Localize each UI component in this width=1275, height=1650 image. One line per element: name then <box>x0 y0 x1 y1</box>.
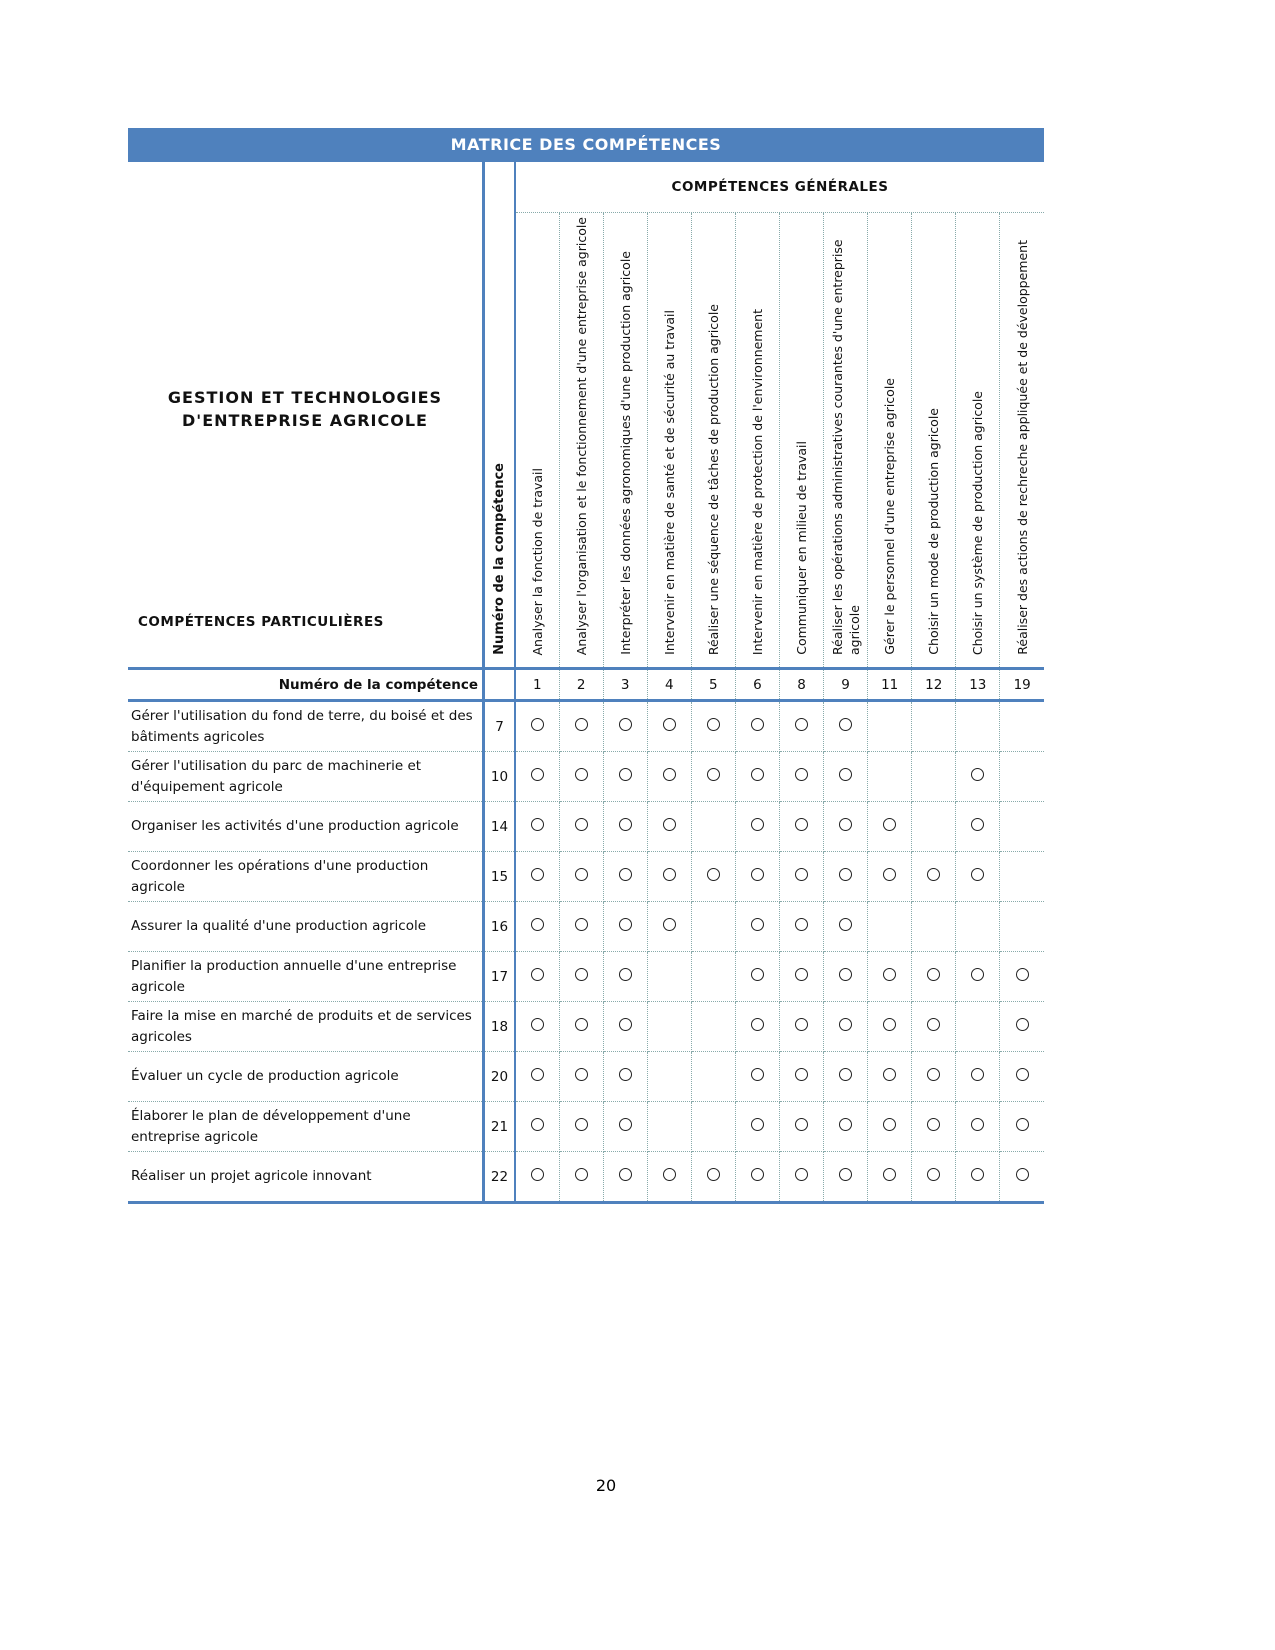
circle-mark-icon <box>927 1018 940 1031</box>
general-competency-number: 9 <box>824 669 868 701</box>
general-competency-number: 4 <box>647 669 691 701</box>
circle-mark-icon <box>1016 1018 1029 1031</box>
matrix-cell <box>691 1002 735 1052</box>
matrix-cell <box>515 802 559 852</box>
circle-mark-icon <box>795 918 808 931</box>
table-row <box>128 902 1044 952</box>
general-competency-header <box>603 213 647 669</box>
circle-mark-icon <box>795 768 808 781</box>
circle-mark-icon <box>619 718 632 731</box>
matrix-cell <box>647 701 691 752</box>
general-competency-header <box>912 213 956 669</box>
matrix-cell <box>824 701 868 752</box>
circle-mark-icon <box>751 1168 764 1181</box>
matrix-cell <box>603 752 647 802</box>
circle-mark-icon <box>971 1118 984 1131</box>
circle-mark-icon <box>619 1118 632 1131</box>
matrix-cell <box>603 802 647 852</box>
general-competency-number: 11 <box>868 669 912 701</box>
matrix-cell <box>691 852 735 902</box>
circle-mark-icon <box>575 1168 588 1181</box>
circle-mark-icon <box>751 718 764 731</box>
circle-mark-icon <box>575 818 588 831</box>
matrix-cell <box>1000 701 1044 752</box>
circle-mark-icon <box>795 968 808 981</box>
circle-mark-icon <box>575 768 588 781</box>
general-competency-number: 2 <box>559 669 603 701</box>
matrix-cell <box>779 852 823 902</box>
circle-mark-icon <box>971 768 984 781</box>
circle-mark-icon <box>795 1068 808 1081</box>
matrix-cell <box>779 802 823 852</box>
matrix-cell <box>691 1152 735 1203</box>
circle-mark-icon <box>575 1018 588 1031</box>
circle-mark-icon <box>883 868 896 881</box>
general-competency-label: Réaliser une séquence de tâches de production agricole <box>705 303 721 655</box>
number-row-empty <box>484 669 516 701</box>
circle-mark-icon <box>663 1168 676 1181</box>
matrix-cell <box>735 752 779 802</box>
matrix-cell <box>868 1152 912 1203</box>
circle-mark-icon <box>531 768 544 781</box>
circle-mark-icon <box>883 1118 896 1131</box>
table-row <box>128 852 1044 902</box>
specific-competency-number: 14 <box>484 802 516 852</box>
circle-mark-icon <box>1016 1068 1029 1081</box>
circle-mark-icon <box>971 818 984 831</box>
general-competency-label: Intervenir en matière de protection de l'environnement <box>749 308 765 655</box>
specific-competency-label: Planifier la production annuelle d'une entreprise agricole <box>128 952 484 1002</box>
circle-mark-icon <box>531 1168 544 1181</box>
circle-mark-icon <box>619 1018 632 1031</box>
general-competency-label: Choisir un système de production agricole <box>970 390 986 655</box>
general-competency-header <box>868 213 912 669</box>
circle-mark-icon <box>927 1118 940 1131</box>
matrix-cell <box>824 802 868 852</box>
circle-mark-icon <box>839 768 852 781</box>
matrix-cell <box>603 902 647 952</box>
circle-mark-icon <box>795 1018 808 1031</box>
table-row <box>128 1152 1044 1203</box>
matrix-cell <box>912 701 956 752</box>
circle-mark-icon <box>619 1068 632 1081</box>
matrix-cell <box>691 952 735 1002</box>
matrix-cell <box>1000 952 1044 1002</box>
circle-mark-icon <box>1016 968 1029 981</box>
general-competency-number: 8 <box>779 669 823 701</box>
general-competency-label: Analyser la fonction de travail <box>529 467 545 655</box>
circle-mark-icon <box>839 868 852 881</box>
circle-mark-icon <box>751 918 764 931</box>
matrix-cell <box>956 802 1000 852</box>
matrix-cell <box>735 952 779 1002</box>
competency-matrix <box>128 128 1044 1204</box>
circle-mark-icon <box>839 1168 852 1181</box>
matrix-cell <box>735 902 779 952</box>
matrix-title: MATRICE DES COMPÉTENCES <box>128 128 1044 162</box>
matrix-cell <box>912 952 956 1002</box>
matrix-cell <box>735 1152 779 1203</box>
general-competencies-heading: COMPÉTENCES GÉNÉRALES <box>515 162 1044 213</box>
circle-mark-icon <box>751 768 764 781</box>
specific-competency-number: 15 <box>484 852 516 902</box>
matrix-cell <box>735 802 779 852</box>
specific-competency-number: 20 <box>484 1052 516 1102</box>
matrix-cell <box>956 1152 1000 1203</box>
general-competency-header <box>956 213 1000 669</box>
matrix-cell <box>824 852 868 902</box>
matrix-cell <box>647 902 691 952</box>
specific-competency-label: Élaborer le plan de développement d'une entreprise agricole <box>128 1102 484 1152</box>
table-row <box>128 1052 1044 1102</box>
matrix-cell <box>515 1052 559 1102</box>
general-competency-header <box>824 213 868 669</box>
circle-mark-icon <box>619 918 632 931</box>
table-row <box>128 701 1044 752</box>
specific-competency-number: 7 <box>484 701 516 752</box>
matrix-cell <box>515 952 559 1002</box>
specific-competency-label: Évaluer un cycle de production agricole <box>128 1052 484 1102</box>
general-competency-label: Analyser l'organisation et le fonctionnement d'une entreprise agricole <box>573 216 589 655</box>
matrix-cell <box>515 1152 559 1203</box>
circle-mark-icon <box>839 818 852 831</box>
general-competency-header <box>779 213 823 669</box>
general-competency-number: 3 <box>603 669 647 701</box>
matrix-cell <box>559 1052 603 1102</box>
general-competency-label: Réaliser les opérations administratives courantes d'une entreprise agricole <box>829 239 862 655</box>
circle-mark-icon <box>883 818 896 831</box>
general-competency-header <box>735 213 779 669</box>
circle-mark-icon <box>707 868 720 881</box>
circle-mark-icon <box>1016 1168 1029 1181</box>
circle-mark-icon <box>531 1068 544 1081</box>
matrix-cell <box>559 701 603 752</box>
matrix-cell <box>735 1102 779 1152</box>
matrix-cell <box>559 952 603 1002</box>
circle-mark-icon <box>795 718 808 731</box>
matrix-cell <box>824 952 868 1002</box>
matrix-cell <box>912 1002 956 1052</box>
matrix-cell <box>1000 902 1044 952</box>
matrix-cell <box>868 1002 912 1052</box>
matrix-cell <box>824 1102 868 1152</box>
matrix-cell <box>691 752 735 802</box>
general-competency-header <box>515 213 559 669</box>
general-competency-number: 12 <box>912 669 956 701</box>
matrix-cell <box>647 1052 691 1102</box>
circle-mark-icon <box>531 718 544 731</box>
specific-competency-number: 21 <box>484 1102 516 1152</box>
matrix-cell <box>779 1102 823 1152</box>
matrix-cell <box>912 902 956 952</box>
program-title <box>128 386 482 432</box>
circle-mark-icon <box>663 718 676 731</box>
circle-mark-icon <box>531 1018 544 1031</box>
circle-mark-icon <box>839 718 852 731</box>
general-competency-label: Interpréter les données agronomiques d'une production agricole <box>617 251 633 655</box>
matrix-cell <box>559 1002 603 1052</box>
circle-mark-icon <box>575 1118 588 1131</box>
matrix-cell <box>515 701 559 752</box>
matrix-cell <box>1000 1152 1044 1203</box>
matrix-cell <box>956 752 1000 802</box>
matrix-cell <box>735 1002 779 1052</box>
matrix-cell <box>1000 1052 1044 1102</box>
general-competency-label: Intervenir en matière de santé et de sécurité au travail <box>661 310 677 655</box>
circle-mark-icon <box>663 768 676 781</box>
matrix-cell <box>956 701 1000 752</box>
number-row-label: Numéro de la compétence <box>128 669 484 701</box>
matrix-cell <box>515 752 559 802</box>
matrix-cell <box>779 701 823 752</box>
matrix-cell <box>603 701 647 752</box>
matrix-cell <box>603 852 647 902</box>
matrix-cell <box>779 1052 823 1102</box>
matrix-cell <box>691 1102 735 1152</box>
circle-mark-icon <box>971 968 984 981</box>
specific-competency-label: Coordonner les opérations d'une production agricole <box>128 852 484 902</box>
specific-competency-label: Faire la mise en marché de produits et de services agricoles <box>128 1002 484 1052</box>
matrix-cell <box>912 1052 956 1102</box>
circle-mark-icon <box>795 1118 808 1131</box>
general-competency-label: Gérer le personnel d'une entreprise agricole <box>882 378 898 655</box>
matrix-cell <box>956 1102 1000 1152</box>
circle-mark-icon <box>531 918 544 931</box>
general-competency-label: Réaliser des actions de rechreche appliquée et de développement <box>1014 240 1030 655</box>
specific-competency-label: Assurer la qualité d'une production agricole <box>128 902 484 952</box>
matrix-cell <box>1000 1102 1044 1152</box>
matrix-cell <box>647 802 691 852</box>
matrix-cell <box>735 701 779 752</box>
circle-mark-icon <box>619 1168 632 1181</box>
matrix-cell <box>956 1052 1000 1102</box>
specific-competency-label: Organiser les activités d'une production agricole <box>128 802 484 852</box>
matrix-cell <box>647 952 691 1002</box>
matrix-cell <box>912 1152 956 1203</box>
matrix-cell <box>824 1052 868 1102</box>
general-competency-number: 13 <box>956 669 1000 701</box>
specific-competency-label: Réaliser un projet agricole innovant <box>128 1152 484 1203</box>
matrix-cell <box>603 1102 647 1152</box>
circle-mark-icon <box>883 968 896 981</box>
circle-mark-icon <box>883 1068 896 1081</box>
matrix-cell <box>603 1052 647 1102</box>
circle-mark-icon <box>839 1018 852 1031</box>
matrix-cell <box>647 752 691 802</box>
number-column-label: Numéro de la compétence <box>492 463 507 655</box>
matrix-cell <box>912 1102 956 1152</box>
general-competency-label: Communiquer en milieu de travail <box>794 441 809 655</box>
circle-mark-icon <box>575 1068 588 1081</box>
matrix-cell <box>603 1152 647 1203</box>
matrix-cell <box>779 902 823 952</box>
circle-mark-icon <box>575 968 588 981</box>
circle-mark-icon <box>839 968 852 981</box>
matrix-cell <box>1000 852 1044 902</box>
circle-mark-icon <box>927 1068 940 1081</box>
table-row <box>128 952 1044 1002</box>
general-competency-number: 6 <box>735 669 779 701</box>
circle-mark-icon <box>619 868 632 881</box>
matrix-cell <box>868 902 912 952</box>
general-competency-number: 19 <box>1000 669 1044 701</box>
circle-mark-icon <box>1016 1118 1029 1131</box>
matrix-cell <box>515 902 559 952</box>
circle-mark-icon <box>751 818 764 831</box>
matrix-cell <box>559 752 603 802</box>
circle-mark-icon <box>839 1118 852 1131</box>
matrix-cell <box>779 952 823 1002</box>
table-row <box>128 802 1044 852</box>
matrix-cell <box>779 1002 823 1052</box>
table-row <box>128 1002 1044 1052</box>
circle-mark-icon <box>795 868 808 881</box>
circle-mark-icon <box>575 868 588 881</box>
matrix-cell <box>647 1002 691 1052</box>
circle-mark-icon <box>619 818 632 831</box>
matrix-cell <box>559 1152 603 1203</box>
matrix-cell <box>691 1052 735 1102</box>
circle-mark-icon <box>707 718 720 731</box>
circle-mark-icon <box>575 918 588 931</box>
general-competency-header <box>1000 213 1044 669</box>
matrix-cell <box>824 1152 868 1203</box>
matrix-table <box>128 162 1044 1204</box>
circle-mark-icon <box>751 868 764 881</box>
matrix-cell <box>515 852 559 902</box>
matrix-cell <box>603 1002 647 1052</box>
program-title-line1: GESTION ET TECHNOLOGIES <box>167 388 443 407</box>
matrix-cell <box>647 1102 691 1152</box>
matrix-cell <box>824 902 868 952</box>
general-competency-header <box>647 213 691 669</box>
circle-mark-icon <box>619 768 632 781</box>
matrix-cell <box>779 752 823 802</box>
matrix-cell <box>735 1052 779 1102</box>
program-title-line2: D'ENTREPRISE AGRICOLE <box>182 411 428 430</box>
circle-mark-icon <box>927 968 940 981</box>
specific-competency-number: 10 <box>484 752 516 802</box>
matrix-cell <box>868 701 912 752</box>
circle-mark-icon <box>531 1118 544 1131</box>
matrix-cell <box>868 752 912 802</box>
specific-competency-label: Gérer l'utilisation du parc de machinerie et d'équipement agricole <box>128 752 484 802</box>
matrix-cell <box>868 1052 912 1102</box>
matrix-cell <box>691 802 735 852</box>
matrix-cell <box>956 952 1000 1002</box>
circle-mark-icon <box>883 1018 896 1031</box>
circle-mark-icon <box>971 1068 984 1081</box>
matrix-cell <box>868 952 912 1002</box>
general-competency-header <box>691 213 735 669</box>
specific-competency-number: 22 <box>484 1152 516 1203</box>
matrix-cell <box>735 852 779 902</box>
program-cell <box>128 162 484 669</box>
matrix-cell <box>868 802 912 852</box>
matrix-cell <box>912 802 956 852</box>
circle-mark-icon <box>575 718 588 731</box>
circle-mark-icon <box>619 968 632 981</box>
specific-competency-number: 17 <box>484 952 516 1002</box>
circle-mark-icon <box>663 918 676 931</box>
circle-mark-icon <box>839 1068 852 1081</box>
circle-mark-icon <box>751 1118 764 1131</box>
matrix-cell <box>691 902 735 952</box>
matrix-cell <box>515 1002 559 1052</box>
matrix-cell <box>647 852 691 902</box>
general-competency-number: 5 <box>691 669 735 701</box>
circle-mark-icon <box>751 968 764 981</box>
matrix-cell <box>824 1002 868 1052</box>
general-competency-number: 1 <box>515 669 559 701</box>
circle-mark-icon <box>839 918 852 931</box>
matrix-cell <box>1000 1002 1044 1052</box>
circle-mark-icon <box>531 968 544 981</box>
circle-mark-icon <box>971 1168 984 1181</box>
circle-mark-icon <box>531 868 544 881</box>
circle-mark-icon <box>883 1168 896 1181</box>
number-column-header <box>484 162 516 669</box>
matrix-cell <box>824 752 868 802</box>
specific-competency-label: Gérer l'utilisation du fond de terre, du boisé et des bâtiments agricoles <box>128 701 484 752</box>
circle-mark-icon <box>795 1168 808 1181</box>
circle-mark-icon <box>707 1168 720 1181</box>
circle-mark-icon <box>663 818 676 831</box>
matrix-cell <box>1000 802 1044 852</box>
matrix-cell <box>559 802 603 852</box>
general-competency-header <box>559 213 603 669</box>
matrix-cell <box>956 902 1000 952</box>
matrix-cell <box>912 852 956 902</box>
matrix-cell <box>559 852 603 902</box>
matrix-cell <box>956 1002 1000 1052</box>
specific-competency-number: 18 <box>484 1002 516 1052</box>
matrix-cell <box>912 752 956 802</box>
circle-mark-icon <box>927 868 940 881</box>
circle-mark-icon <box>531 818 544 831</box>
circle-mark-icon <box>707 768 720 781</box>
matrix-cell <box>779 1152 823 1203</box>
specific-competencies-heading: COMPÉTENCES PARTICULIÈRES <box>138 614 384 630</box>
circle-mark-icon <box>971 868 984 881</box>
matrix-cell <box>868 852 912 902</box>
specific-competency-number: 16 <box>484 902 516 952</box>
matrix-cell <box>868 1102 912 1152</box>
circle-mark-icon <box>751 1068 764 1081</box>
table-row <box>128 752 1044 802</box>
circle-mark-icon <box>927 1168 940 1181</box>
matrix-cell <box>956 852 1000 902</box>
general-competency-label: Choisir un mode de production agricole <box>926 408 942 655</box>
matrix-cell <box>515 1102 559 1152</box>
matrix-cell <box>1000 752 1044 802</box>
circle-mark-icon <box>751 1018 764 1031</box>
matrix-cell <box>603 952 647 1002</box>
matrix-cell <box>559 1102 603 1152</box>
matrix-cell <box>691 701 735 752</box>
matrix-cell <box>559 902 603 952</box>
circle-mark-icon <box>795 818 808 831</box>
circle-mark-icon <box>663 868 676 881</box>
page-number: 20 <box>595 1476 617 1495</box>
matrix-cell <box>647 1152 691 1203</box>
table-row <box>128 1102 1044 1152</box>
